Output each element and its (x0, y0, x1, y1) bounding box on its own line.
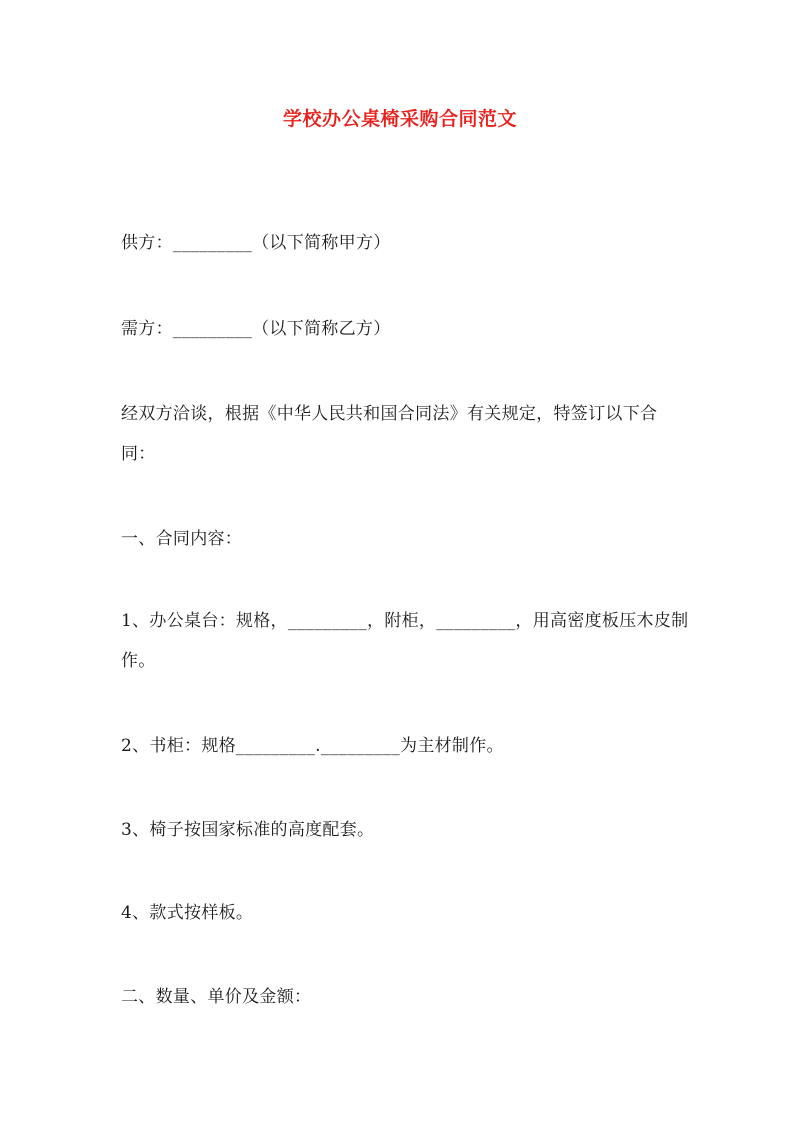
clause-style: 4、款式按样板。 (121, 903, 254, 923)
section-heading-contract-content: 一、合同内容： (121, 529, 243, 549)
section-heading-quantity-price: 二、数量、单价及金额： (121, 987, 312, 1007)
document-title: 学校办公桌椅采购合同范文 (282, 108, 517, 130)
clause-chair: 3、椅子按国家标准的高度配套。 (121, 820, 375, 840)
clause-bookcase: 2、书柜：规格_________._________为主材制作。 (121, 736, 504, 756)
buyer-line: 需方：_________（以下简称乙方） (121, 319, 391, 339)
supplier-line: 供方：_________（以下简称甲方） (121, 233, 391, 253)
clause-desk: 1、办公桌台：规格，_________，附柜，_________，用高密度板压木皮制作。 (121, 611, 689, 671)
intro-paragraph: 经双方洽谈，根据《中华人民共和国合同法》有关规定，特签订以下合同： (121, 404, 658, 464)
